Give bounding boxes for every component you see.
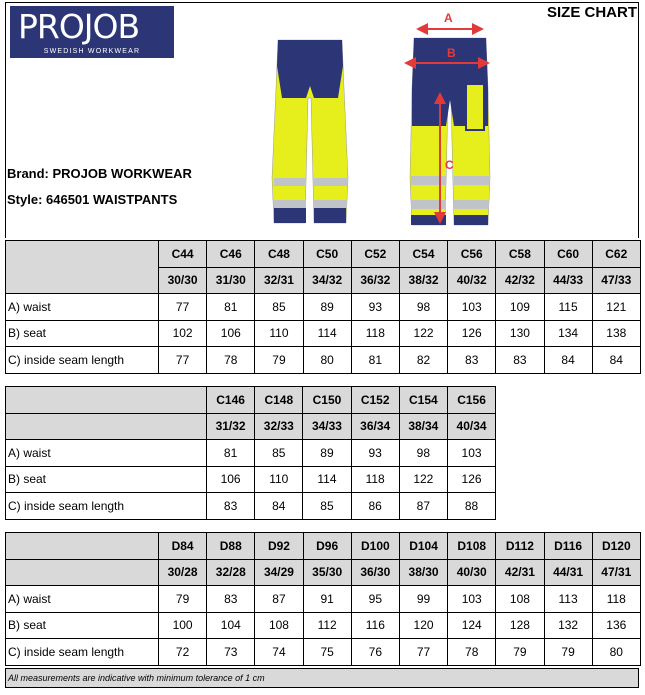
value-cell: 138 <box>592 320 640 347</box>
value-cell: 79 <box>544 639 592 666</box>
value-cell: 112 <box>303 612 351 639</box>
value-cell: 73 <box>207 639 255 666</box>
value-cell: 89 <box>303 294 351 321</box>
fit-cell: 31/32 <box>207 413 255 440</box>
row-label: C) inside seam length <box>6 493 207 520</box>
value-cell: 74 <box>255 639 303 666</box>
fit-cell: 42/31 <box>496 559 544 586</box>
value-cell: 110 <box>255 320 303 347</box>
value-cell: 106 <box>207 320 255 347</box>
value-cell: 85 <box>303 493 351 520</box>
size-cell: D96 <box>303 533 351 560</box>
table-row <box>6 612 641 639</box>
value-cell: 118 <box>351 320 399 347</box>
empty-cell <box>6 413 207 440</box>
fit-cell: 44/33 <box>544 267 592 294</box>
value-cell: 128 <box>496 612 544 639</box>
row-label: A) waist <box>6 586 159 613</box>
value-cell: 81 <box>207 440 255 467</box>
size-cell: D108 <box>448 533 496 560</box>
fit-cell: 47/31 <box>592 559 640 586</box>
value-cell: 98 <box>399 440 447 467</box>
value-cell: 113 <box>544 586 592 613</box>
size-cell: D92 <box>255 533 303 560</box>
empty-cell <box>6 387 207 414</box>
value-cell: 81 <box>207 294 255 321</box>
tolerance-note: All measurements are indicative with minimum tolerance of 1 cm <box>5 668 639 688</box>
value-cell: 77 <box>399 639 447 666</box>
value-cell: 126 <box>447 466 495 493</box>
value-cell: 83 <box>496 347 544 374</box>
value-cell: 108 <box>255 612 303 639</box>
value-cell: 83 <box>448 347 496 374</box>
page-title: SIZE CHART <box>547 4 637 21</box>
fit-cell: 32/33 <box>255 413 303 440</box>
empty-cell <box>6 559 159 586</box>
value-cell: 134 <box>544 320 592 347</box>
value-cell: 86 <box>351 493 399 520</box>
size-table-long <box>5 386 496 520</box>
value-cell: 93 <box>351 294 399 321</box>
fit-cell: 36/30 <box>351 559 399 586</box>
value-cell: 118 <box>592 586 640 613</box>
value-cell: 100 <box>159 612 207 639</box>
value-cell: 104 <box>207 612 255 639</box>
value-cell: 91 <box>303 586 351 613</box>
value-cell: 99 <box>399 586 447 613</box>
value-cell: 80 <box>592 639 640 666</box>
value-cell: 85 <box>255 440 303 467</box>
size-cell: D116 <box>544 533 592 560</box>
value-cell: 103 <box>448 586 496 613</box>
value-cell: 124 <box>448 612 496 639</box>
logo-text: PROJOB <box>18 7 140 46</box>
table-row <box>6 493 496 520</box>
size-cell: C50 <box>303 241 351 268</box>
size-cell: D112 <box>496 533 544 560</box>
fit-row <box>6 413 496 440</box>
table-row <box>6 320 641 347</box>
logo-subtitle: SWEDISH WORKWEAR <box>43 48 141 55</box>
size-cell: C154 <box>399 387 447 414</box>
value-cell: 115 <box>544 294 592 321</box>
value-cell: 80 <box>303 347 351 374</box>
value-cell: 84 <box>544 347 592 374</box>
dim-a-label: A <box>444 11 453 25</box>
table-row <box>6 466 496 493</box>
value-cell: 84 <box>255 493 303 520</box>
value-cell: 81 <box>351 347 399 374</box>
value-cell: 84 <box>592 347 640 374</box>
size-row <box>6 533 641 560</box>
size-cell: C46 <box>207 241 255 268</box>
fit-cell: 34/32 <box>303 267 351 294</box>
size-table-short <box>5 532 641 666</box>
table-row <box>6 440 496 467</box>
value-cell: 103 <box>447 440 495 467</box>
value-cell: 78 <box>207 347 255 374</box>
row-label: B) seat <box>6 320 159 347</box>
table-row <box>6 294 641 321</box>
value-cell: 130 <box>496 320 544 347</box>
size-cell: C52 <box>351 241 399 268</box>
dim-c-label: C <box>445 158 454 172</box>
fit-cell: 34/33 <box>303 413 351 440</box>
size-cell: C48 <box>255 241 303 268</box>
value-cell: 79 <box>255 347 303 374</box>
size-cell: C146 <box>207 387 255 414</box>
fit-row <box>6 267 641 294</box>
fit-cell: 34/29 <box>255 559 303 586</box>
fit-cell: 36/34 <box>351 413 399 440</box>
value-cell: 77 <box>159 347 207 374</box>
empty-cell <box>6 241 159 268</box>
fit-cell: 31/30 <box>207 267 255 294</box>
table-row <box>6 586 641 613</box>
size-cell: D120 <box>592 533 640 560</box>
dimension-arrows <box>400 10 500 230</box>
value-cell: 114 <box>303 320 351 347</box>
value-cell: 102 <box>159 320 207 347</box>
brand-label: Brand: PROJOB WORKWEAR <box>7 166 192 181</box>
value-cell: 121 <box>592 294 640 321</box>
row-label: A) waist <box>6 294 159 321</box>
value-cell: 103 <box>448 294 496 321</box>
value-cell: 87 <box>255 586 303 613</box>
value-cell: 77 <box>159 294 207 321</box>
value-cell: 78 <box>448 639 496 666</box>
value-cell: 82 <box>399 347 447 374</box>
size-cell: D88 <box>207 533 255 560</box>
row-label: C) inside seam length <box>6 639 159 666</box>
value-cell: 108 <box>496 586 544 613</box>
size-cell: C54 <box>399 241 447 268</box>
value-cell: 87 <box>399 493 447 520</box>
value-cell: 93 <box>351 440 399 467</box>
fit-row <box>6 559 641 586</box>
size-cell: D100 <box>351 533 399 560</box>
value-cell: 136 <box>592 612 640 639</box>
fit-cell: 40/30 <box>448 559 496 586</box>
size-row <box>6 387 496 414</box>
row-label: B) seat <box>6 612 159 639</box>
value-cell: 114 <box>303 466 351 493</box>
value-cell: 116 <box>351 612 399 639</box>
fit-cell: 30/28 <box>159 559 207 586</box>
projob-logo <box>10 6 174 58</box>
size-cell: C44 <box>159 241 207 268</box>
size-table-regular <box>5 240 641 374</box>
fit-cell: 38/32 <box>399 267 447 294</box>
size-cell: C156 <box>447 387 495 414</box>
value-cell: 79 <box>496 639 544 666</box>
fit-cell: 40/32 <box>448 267 496 294</box>
size-cell: D104 <box>399 533 447 560</box>
dim-b-label: B <box>447 46 456 60</box>
fit-cell: 40/34 <box>447 413 495 440</box>
size-row <box>6 241 641 268</box>
value-cell: 85 <box>255 294 303 321</box>
size-cell: C56 <box>448 241 496 268</box>
row-label: B) seat <box>6 466 207 493</box>
size-cell: D84 <box>159 533 207 560</box>
row-label: C) inside seam length <box>6 347 159 374</box>
fit-cell: 32/28 <box>207 559 255 586</box>
size-cell: C148 <box>255 387 303 414</box>
pants-back-image <box>270 28 350 228</box>
value-cell: 122 <box>399 466 447 493</box>
value-cell: 126 <box>448 320 496 347</box>
fit-cell: 30/30 <box>159 267 207 294</box>
value-cell: 88 <box>447 493 495 520</box>
value-cell: 95 <box>351 586 399 613</box>
size-cell: C150 <box>303 387 351 414</box>
fit-cell: 38/30 <box>399 559 447 586</box>
fit-cell: 36/32 <box>351 267 399 294</box>
value-cell: 72 <box>159 639 207 666</box>
value-cell: 75 <box>303 639 351 666</box>
value-cell: 132 <box>544 612 592 639</box>
fit-cell: 38/34 <box>399 413 447 440</box>
table-row <box>6 347 641 374</box>
empty-cell <box>6 267 159 294</box>
value-cell: 89 <box>303 440 351 467</box>
row-label: A) waist <box>6 440 207 467</box>
value-cell: 83 <box>207 586 255 613</box>
value-cell: 106 <box>207 466 255 493</box>
fit-cell: 47/33 <box>592 267 640 294</box>
style-label: Style: 646501 WAISTPANTS <box>7 192 178 207</box>
value-cell: 79 <box>159 586 207 613</box>
value-cell: 98 <box>399 294 447 321</box>
value-cell: 76 <box>351 639 399 666</box>
fit-cell: 35/30 <box>303 559 351 586</box>
value-cell: 118 <box>351 466 399 493</box>
size-cell: C60 <box>544 241 592 268</box>
value-cell: 110 <box>255 466 303 493</box>
table-row <box>6 639 641 666</box>
fit-cell: 44/31 <box>544 559 592 586</box>
size-cell: C58 <box>496 241 544 268</box>
size-cell: C152 <box>351 387 399 414</box>
size-cell: C62 <box>592 241 640 268</box>
value-cell: 120 <box>399 612 447 639</box>
fit-cell: 32/31 <box>255 267 303 294</box>
value-cell: 109 <box>496 294 544 321</box>
value-cell: 122 <box>399 320 447 347</box>
value-cell: 83 <box>207 493 255 520</box>
fit-cell: 42/32 <box>496 267 544 294</box>
empty-cell <box>6 533 159 560</box>
